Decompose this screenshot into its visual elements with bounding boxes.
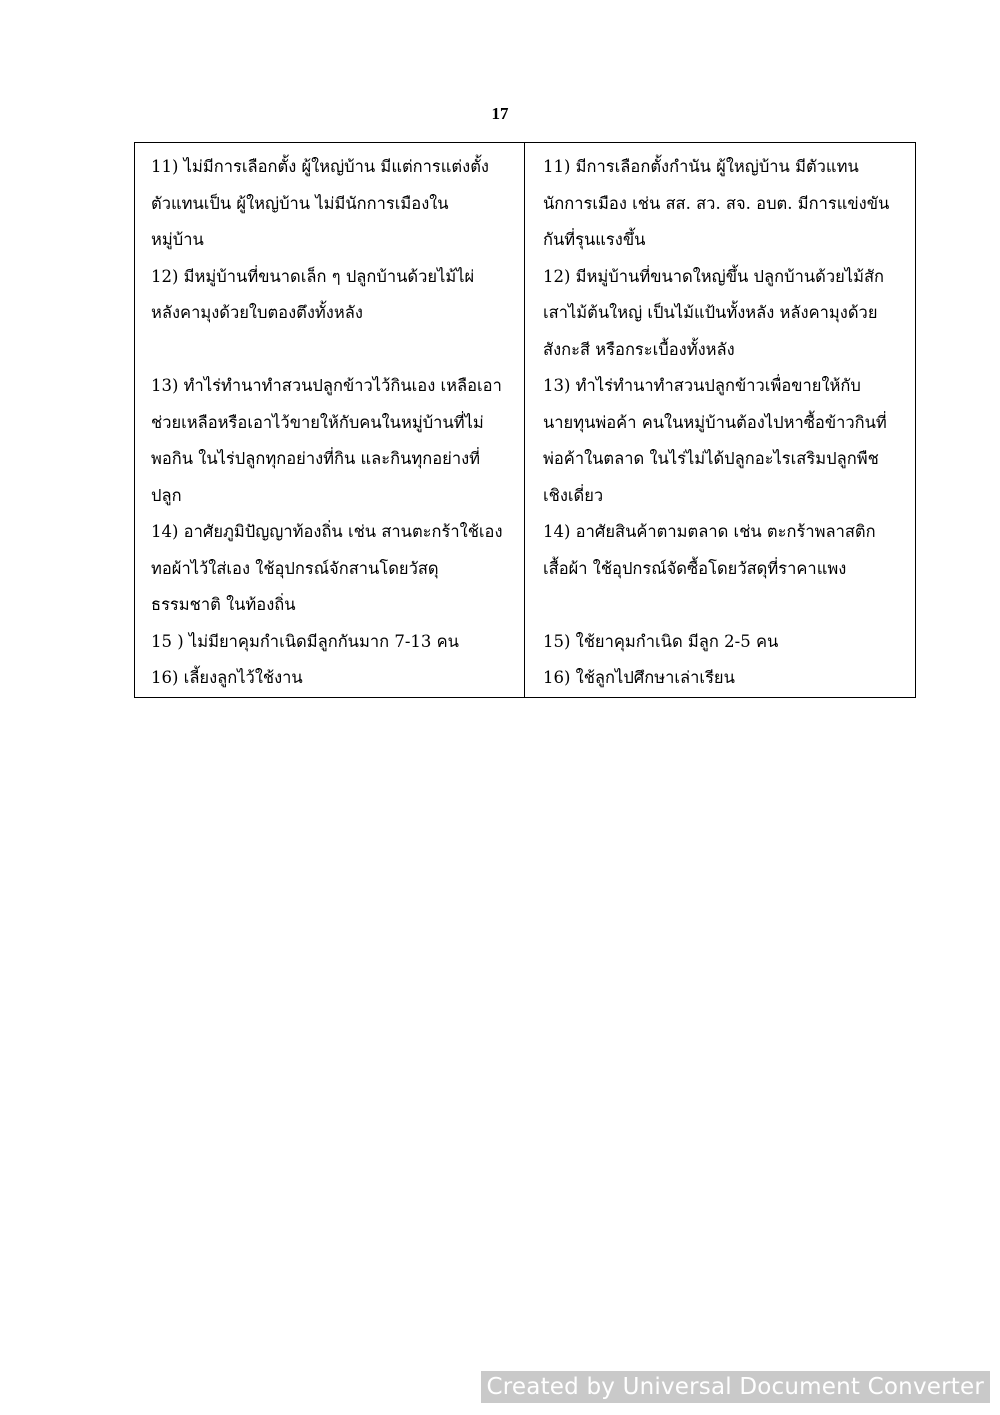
cell-line xyxy=(151,332,514,369)
table-cell xyxy=(543,368,905,514)
cell-line: 16) ใช้ลูกไปศึกษาเล่าเรียน xyxy=(543,668,735,687)
table-cell xyxy=(151,259,514,369)
cell-line: สังกะสี หรือกระเบื้องทั้งหลัง xyxy=(543,339,735,359)
cell-line: 16) เลี้ยงลูกไว้ใช้งาน xyxy=(151,668,303,687)
table-cell xyxy=(543,149,905,259)
cell-line: นักการเมือง เช่น สส. สว. สจ. อบต. มีการแข่งขัน xyxy=(543,193,890,213)
cell-line: 15 ) ไม่มียาคุมกำเนิดมีลูกกันมาก 7-13 คน xyxy=(151,631,459,651)
cell-line: หมู่บ้าน xyxy=(151,230,204,249)
cell-line: 14) อาศัยสินค้าตามตลาด เช่น ตะกร้าพลาสติก xyxy=(543,522,876,541)
cell-line: ทอผ้าไว้ใส่เอง ใช้อุปกรณ์จักสานโดยวัสดุ xyxy=(151,558,439,578)
cell-line: 11) มีการเลือกตั้งกำนัน ผู้ใหญ่บ้าน มีตัวแทน xyxy=(543,157,859,176)
table-cell xyxy=(151,368,514,514)
cell-line: พ่อค้าในตลาด ในไร่ไม่ได้ปลูกอะไรเสริมปลูกพืช xyxy=(543,449,879,468)
cell-line: หลังคามุงด้วยใบตองตึงทั้งหลัง xyxy=(151,303,363,322)
cell-line: ช่วยเหลือหรือเอาไว้ขายให้กับคนในหมู่บ้านที่ไม่ xyxy=(151,412,484,432)
cell-line: 15) ใช้ยาคุมกำเนิด มีลูก 2-5 คน xyxy=(543,631,779,651)
table-cell xyxy=(543,259,905,369)
page-number: 17 xyxy=(491,104,509,123)
converter-watermark: Created by Universal Document Converter xyxy=(481,1371,990,1403)
cell-line: 12) มีหมู่บ้านที่ขนาดเล็ก ๆ ปลูกบ้านด้วยไม้ไผ่ xyxy=(151,266,475,286)
cell-line: ปลูก xyxy=(151,485,182,505)
cell-line: เสื้อผ้า ใช้อุปกรณ์จัดซื้อโดยวัสดุที่ราคาแพง xyxy=(543,558,847,578)
cell-line: เสาไม้ต้นใหญ่ เป็นไม้แป้นทั้งหลัง หลังคามุงด้วย xyxy=(543,303,878,322)
table-cell xyxy=(151,624,514,661)
cell-line: 12) มีหมู่บ้านที่ขนาดใหญ่ขึ้น ปลูกบ้านด้วยไม้สัก xyxy=(543,266,885,286)
cell-line: 13) ทำไร่ทำนาทำสวนปลูกข้าวไว้กินเอง เหลือเอา xyxy=(151,376,502,395)
table-cell xyxy=(543,624,905,661)
cell-line: กันที่รุนแรงขึ้น xyxy=(543,230,646,249)
cell-line: ตัวแทนเป็น ผู้ใหญ่บ้าน ไม่มีนักการเมืองใน xyxy=(151,193,449,213)
table-cell xyxy=(151,660,514,697)
table-cell xyxy=(151,514,514,624)
table-column-after xyxy=(525,143,915,697)
cell-line: 14) อาศัยภูมิปัญญาท้องถิ่น เช่น สานตะกร้าใช้เอง xyxy=(151,522,503,541)
table-cell xyxy=(151,149,514,259)
cell-line xyxy=(543,587,905,624)
table-column-before xyxy=(135,143,525,697)
cell-line: ธรรมชาติ ในท้องถิ่น xyxy=(151,595,296,614)
comparison-table xyxy=(134,142,916,698)
cell-line: พอกิน ในไร่ปลูกทุกอย่างที่กิน และกินทุกอย่างที่ xyxy=(151,449,481,468)
cell-line: นายทุนพ่อค้า คนในหมู่บ้านต้องไปหาซื้อข้าวกินที่ xyxy=(543,412,887,432)
cell-line: เชิงเดี่ยว xyxy=(543,485,604,505)
cell-line: 13) ทำไร่ทำนาทำสวนปลูกข้าวเพื่อขายให้กับ xyxy=(543,376,861,395)
cell-line: 11) ไม่มีการเลือกตั้ง ผู้ใหญ่บ้าน มีแต่การแต่งตั้ง xyxy=(151,157,489,176)
table-cell xyxy=(543,660,905,697)
table-cell xyxy=(543,514,905,624)
